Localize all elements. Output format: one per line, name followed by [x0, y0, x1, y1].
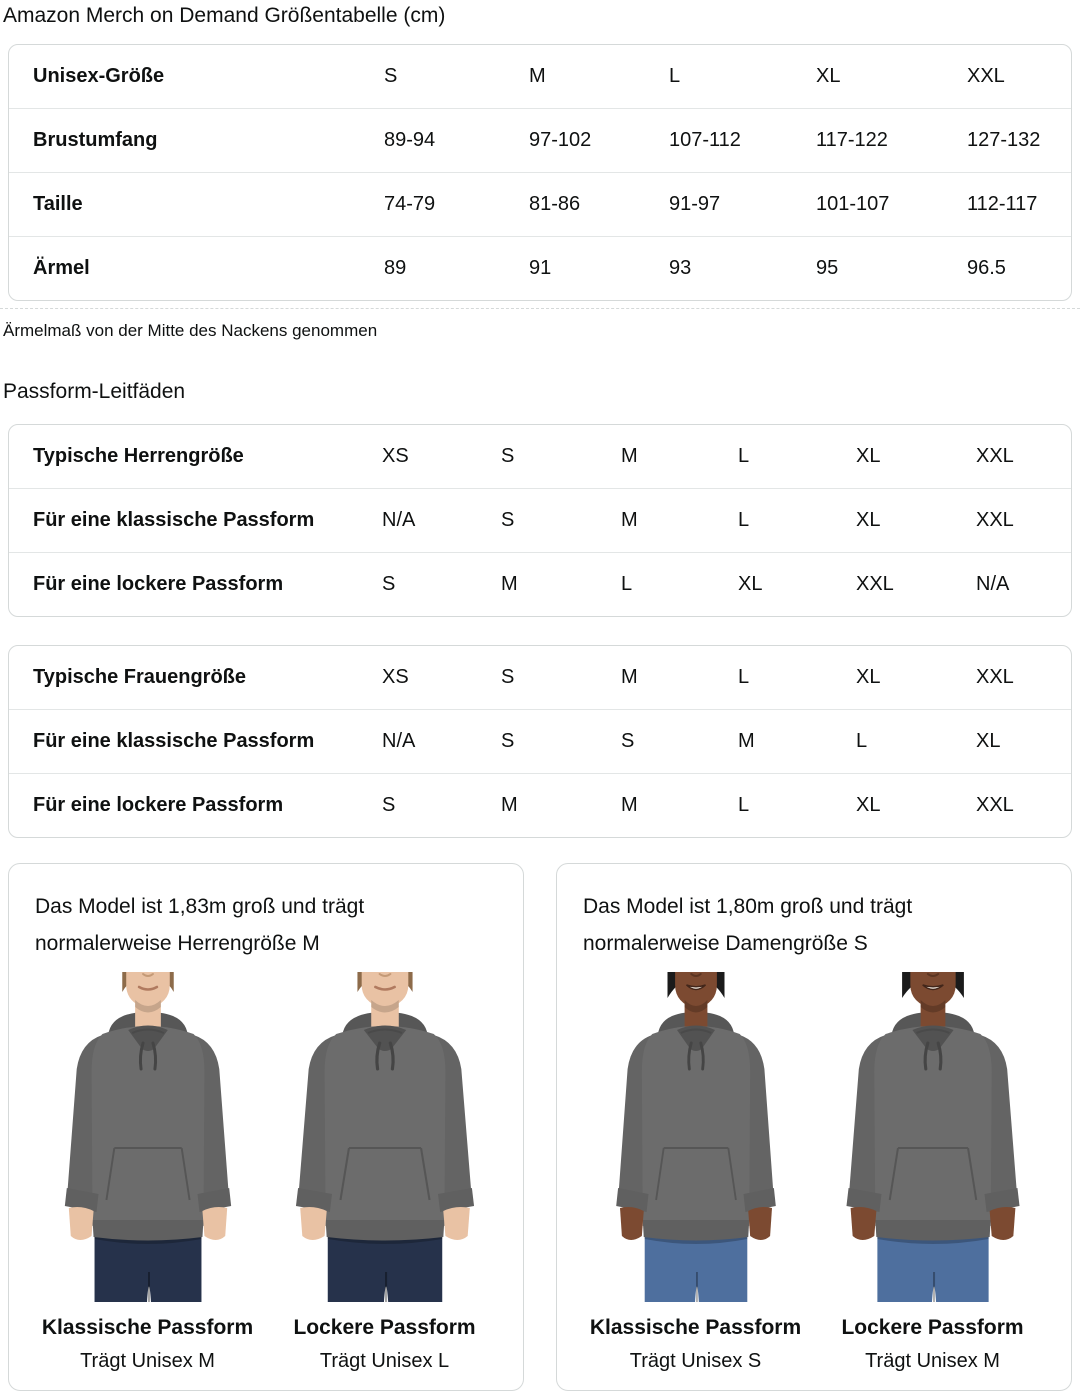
- size-col-header: XL: [816, 65, 841, 87]
- model-photo-male-classic: [29, 972, 266, 1302]
- table-cell: M: [501, 573, 518, 595]
- size-col-header: L: [669, 65, 681, 87]
- table-row: [9, 108, 1071, 172]
- table-cell: XXL: [976, 445, 1014, 467]
- table-cell: XXL: [976, 666, 1014, 688]
- table-cell: M: [738, 730, 755, 752]
- fit-guides-title: Passform-Leitfäden: [3, 380, 186, 403]
- size-label: Trägt Unisex S: [629, 1350, 762, 1372]
- table-cell: S: [501, 445, 515, 467]
- table-cell: XL: [738, 573, 763, 595]
- table-cell: 117-122: [816, 129, 888, 151]
- model-photo-female-loose: [814, 972, 1051, 1302]
- table-cell: S: [501, 509, 515, 531]
- table-header-row: [9, 646, 1071, 709]
- fit-label: Lockere Passform: [293, 1316, 476, 1339]
- table-cell: 112-117: [967, 193, 1038, 215]
- table-row: [9, 236, 1071, 300]
- hoodie-model-illustration: [830, 972, 1036, 1302]
- table-header-row: [9, 425, 1071, 488]
- figures-row: [577, 972, 1051, 1373]
- row-label: Für eine klassische Passform: [33, 509, 315, 531]
- table-cell: S: [501, 666, 515, 688]
- row-label: Unisex-Größe: [33, 65, 165, 87]
- unisex-size-table: [8, 44, 1072, 301]
- table-cell: S: [501, 730, 515, 752]
- table-cell: 91-97: [669, 193, 721, 215]
- fit-label: Lockere Passform: [841, 1316, 1024, 1339]
- table-cell: N/A: [976, 573, 1010, 595]
- row-label: Für eine lockere Passform: [33, 573, 284, 595]
- table-cell: 89-94: [384, 129, 436, 151]
- fit-label: Klassische Passform: [41, 1316, 254, 1339]
- table-cell: M: [621, 509, 638, 531]
- table-cell: L: [738, 794, 750, 816]
- model-photo-female-classic: [577, 972, 814, 1302]
- table-cell: 89: [384, 257, 407, 279]
- figure-classic-fit: [577, 972, 814, 1373]
- figure-classic-fit: [29, 972, 266, 1373]
- table-cell: XS: [382, 666, 409, 688]
- table-cell: 97-102: [529, 129, 592, 151]
- table-cell: S: [382, 573, 396, 595]
- row-label: Ärmel: [33, 257, 90, 279]
- row-label: Für eine lockere Passform: [33, 794, 284, 816]
- mens-fit-table: [8, 424, 1072, 617]
- table-cell: XL: [856, 509, 881, 531]
- table-row: [9, 488, 1071, 552]
- table-cell: L: [856, 730, 868, 752]
- sleeve-measure-note: Ärmelmaß von der Mitte des Nackens genommen: [3, 321, 378, 340]
- table-cell: 127-132: [967, 129, 1041, 151]
- table-cell: 95: [816, 257, 839, 279]
- model-description: Das Model ist 1,80m groß und trägt normalerweise Damengröße S: [583, 895, 913, 955]
- page-title: Amazon Merch on Demand Größentabelle (cm): [3, 4, 446, 27]
- row-label: Typische Frauengröße: [33, 666, 247, 688]
- table-cell: N/A: [382, 730, 416, 752]
- table-cell: L: [738, 445, 750, 467]
- row-label: Für eine klassische Passform: [33, 730, 315, 752]
- female-model-card: [556, 863, 1072, 1391]
- table-cell: L: [621, 573, 633, 595]
- table-row: [9, 172, 1071, 236]
- table-cell: M: [501, 794, 518, 816]
- table-cell: XXL: [856, 573, 894, 595]
- table-cell: S: [621, 730, 635, 752]
- table-row: [9, 552, 1071, 616]
- table-row: [9, 709, 1071, 773]
- table-cell: 91: [529, 257, 552, 279]
- size-label: Trägt Unisex L: [319, 1350, 450, 1372]
- table-cell: M: [621, 666, 638, 688]
- table-cell: 74-79: [384, 193, 436, 215]
- table-cell: 81-86: [529, 193, 581, 215]
- table-cell: L: [738, 666, 750, 688]
- hoodie-model-illustration: [49, 972, 247, 1302]
- table-cell: 96.5: [967, 257, 1006, 279]
- table-cell: 107-112: [669, 129, 741, 151]
- model-cards: [8, 863, 1072, 1391]
- womens-fit-table: [8, 645, 1072, 838]
- fit-label: Klassische Passform: [589, 1316, 802, 1339]
- figure-loose-fit: [266, 972, 503, 1373]
- size-col-header: M: [529, 65, 546, 87]
- table-cell: M: [621, 794, 638, 816]
- model-photo-male-loose: [266, 972, 503, 1302]
- male-model-card: [8, 863, 524, 1391]
- table-cell: N/A: [382, 509, 416, 531]
- figures-row: [29, 972, 503, 1373]
- table-row: [9, 773, 1071, 837]
- table-cell: XL: [856, 666, 881, 688]
- row-label: Brustumfang: [33, 129, 158, 151]
- size-label: Trägt Unisex M: [865, 1350, 1000, 1372]
- size-col-header: S: [384, 65, 398, 87]
- model-description: Das Model ist 1,83m groß und trägt normalerweise Herrengröße M: [35, 895, 365, 955]
- table-cell: 93: [669, 257, 692, 279]
- table-cell: XS: [382, 445, 409, 467]
- table-cell: XXL: [976, 794, 1014, 816]
- table-header-row: [9, 45, 1071, 108]
- hoodie-model-illustration: [279, 972, 491, 1302]
- table-cell: 101-107: [816, 193, 890, 215]
- table-cell: XL: [976, 730, 1001, 752]
- table-cell: XL: [856, 794, 881, 816]
- figure-loose-fit: [814, 972, 1051, 1373]
- table-cell: S: [382, 794, 396, 816]
- table-cell: M: [621, 445, 638, 467]
- table-cell: L: [738, 509, 750, 531]
- hoodie-model-illustration: [601, 972, 791, 1302]
- size-col-header: XXL: [967, 65, 1005, 87]
- size-label: Trägt Unisex M: [80, 1350, 215, 1372]
- dashed-divider: [0, 308, 1080, 309]
- row-label: Typische Herrengröße: [33, 445, 244, 467]
- table-cell: XXL: [976, 509, 1014, 531]
- row-label: Taille: [33, 193, 83, 215]
- table-cell: XL: [856, 445, 881, 467]
